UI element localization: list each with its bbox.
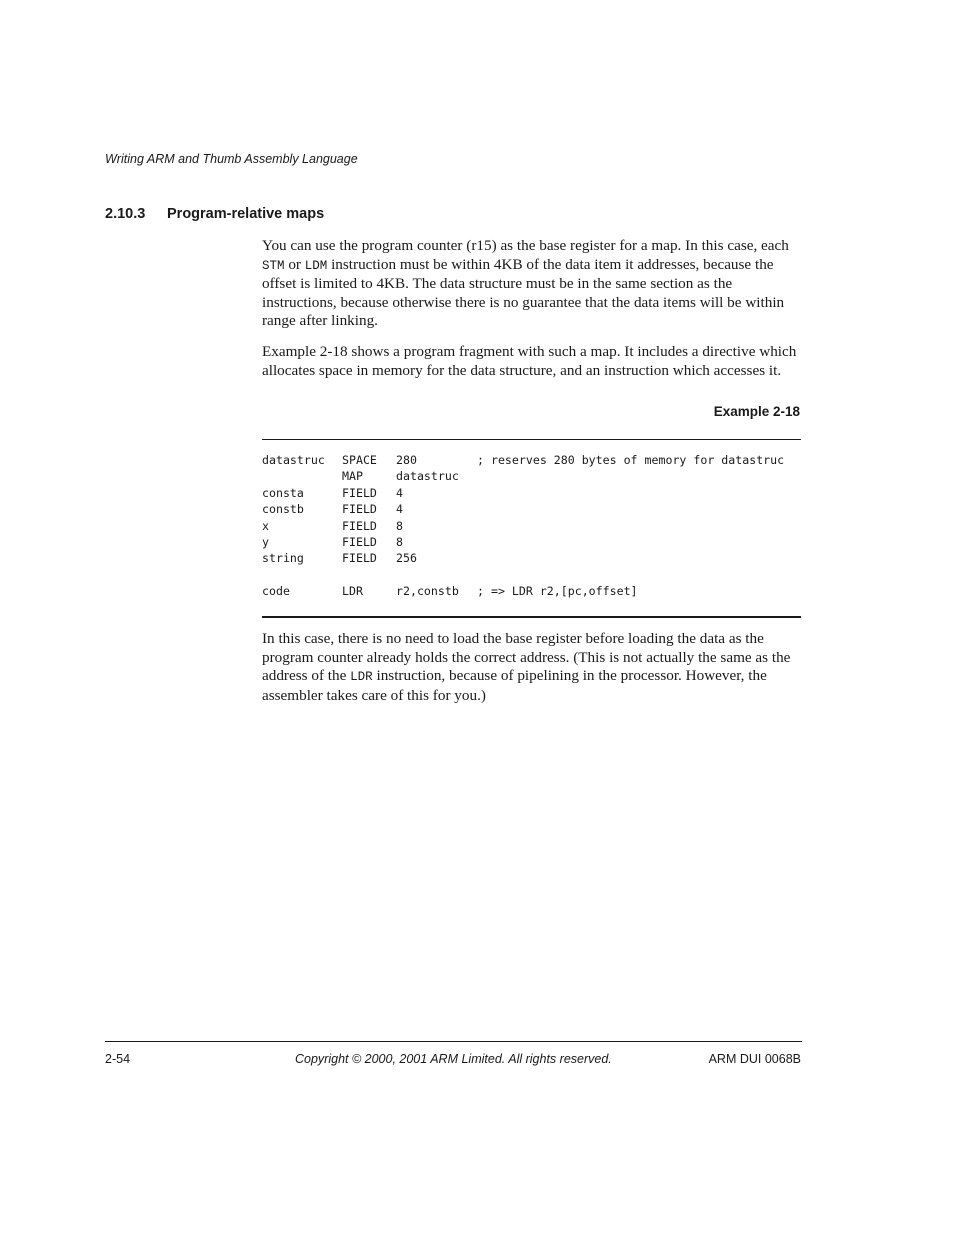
document-id: ARM DUI 0068B: [708, 1052, 801, 1066]
para3-text-2: instruction, because of pipelining in the processor. However, the assembler takes care of this for you.): [262, 667, 767, 704]
code-operand: 8: [396, 518, 403, 533]
code-directive: FIELD: [342, 485, 377, 500]
example-bottom-rule: [262, 616, 801, 618]
page-number: 2-54: [105, 1052, 131, 1066]
paragraph-example-intro: [262, 343, 802, 380]
para1-text-3: instruction must be within 4KB of the data item it addresses, because the offset is limited to 4KB. The data structure must be in the same section as the instructions, because otherwise there is no guarantee that the data items will be within range after linking.: [262, 255, 785, 330]
code-operand: 8: [396, 534, 403, 549]
code-operand: 4: [396, 502, 403, 517]
inline-code-ldr: LDR: [350, 670, 373, 685]
code-directive: MAP: [342, 469, 363, 484]
code-comment: ; => LDR r2,[pc,offset]: [477, 584, 638, 599]
paragraph-explanation: [262, 630, 802, 705]
code-directive: FIELD: [342, 518, 377, 533]
inline-code-stm: STM: [262, 258, 285, 273]
code-directive: FIELD: [342, 551, 377, 566]
code-label: constb: [262, 502, 304, 517]
code-comment: ; reserves 280 bytes of memory for datastruc: [477, 453, 785, 467]
para2-text: Example 2-18 shows a program fragment with such a map. It includes a directive which allocates space in memory for the data structure, and an instruction which accesses it.: [262, 343, 797, 379]
code-operand: 256: [396, 551, 417, 566]
inline-code-ldm: LDM: [304, 258, 328, 273]
footer-rule: [105, 1041, 802, 1042]
code-label: y: [262, 534, 269, 549]
code-operand: r2,constb: [396, 584, 459, 599]
code-operand: datastruc: [396, 469, 459, 484]
code-operand: 280: [396, 453, 417, 467]
para3-text-1: In this case, there is no need to load the base register before loading the data as the program counter already holds the correct address. (This is not actually the same as the address of the: [262, 630, 791, 685]
example-top-rule: [262, 439, 801, 440]
para1-text-1: You can use the program counter (r15) as the base register for a map. In this case, each: [262, 237, 789, 254]
code-label: consta: [262, 485, 304, 500]
section-title: Program-relative maps: [167, 206, 325, 222]
example-label: Example 2-18: [713, 404, 800, 419]
code-directive: FIELD: [342, 502, 377, 517]
code-directive: LDR: [342, 584, 363, 599]
code-operand: 4: [396, 485, 403, 500]
code-directive: SPACE: [342, 453, 377, 467]
running-header: Writing ARM and Thumb Assembly Language: [105, 152, 358, 166]
code-directive: FIELD: [342, 534, 377, 549]
code-label: string: [262, 551, 304, 566]
copyright-notice: Copyright © 2000, 2001 ARM Limited. All rights reserved.: [295, 1052, 612, 1066]
code-label: code: [262, 584, 290, 599]
para1-text-2: or: [284, 255, 305, 273]
code-label: datastruc: [262, 453, 325, 467]
section-number: 2.10.3: [105, 206, 146, 222]
code-label: x: [262, 518, 269, 533]
paragraph-intro: [262, 237, 802, 331]
section-heading: [105, 206, 324, 222]
